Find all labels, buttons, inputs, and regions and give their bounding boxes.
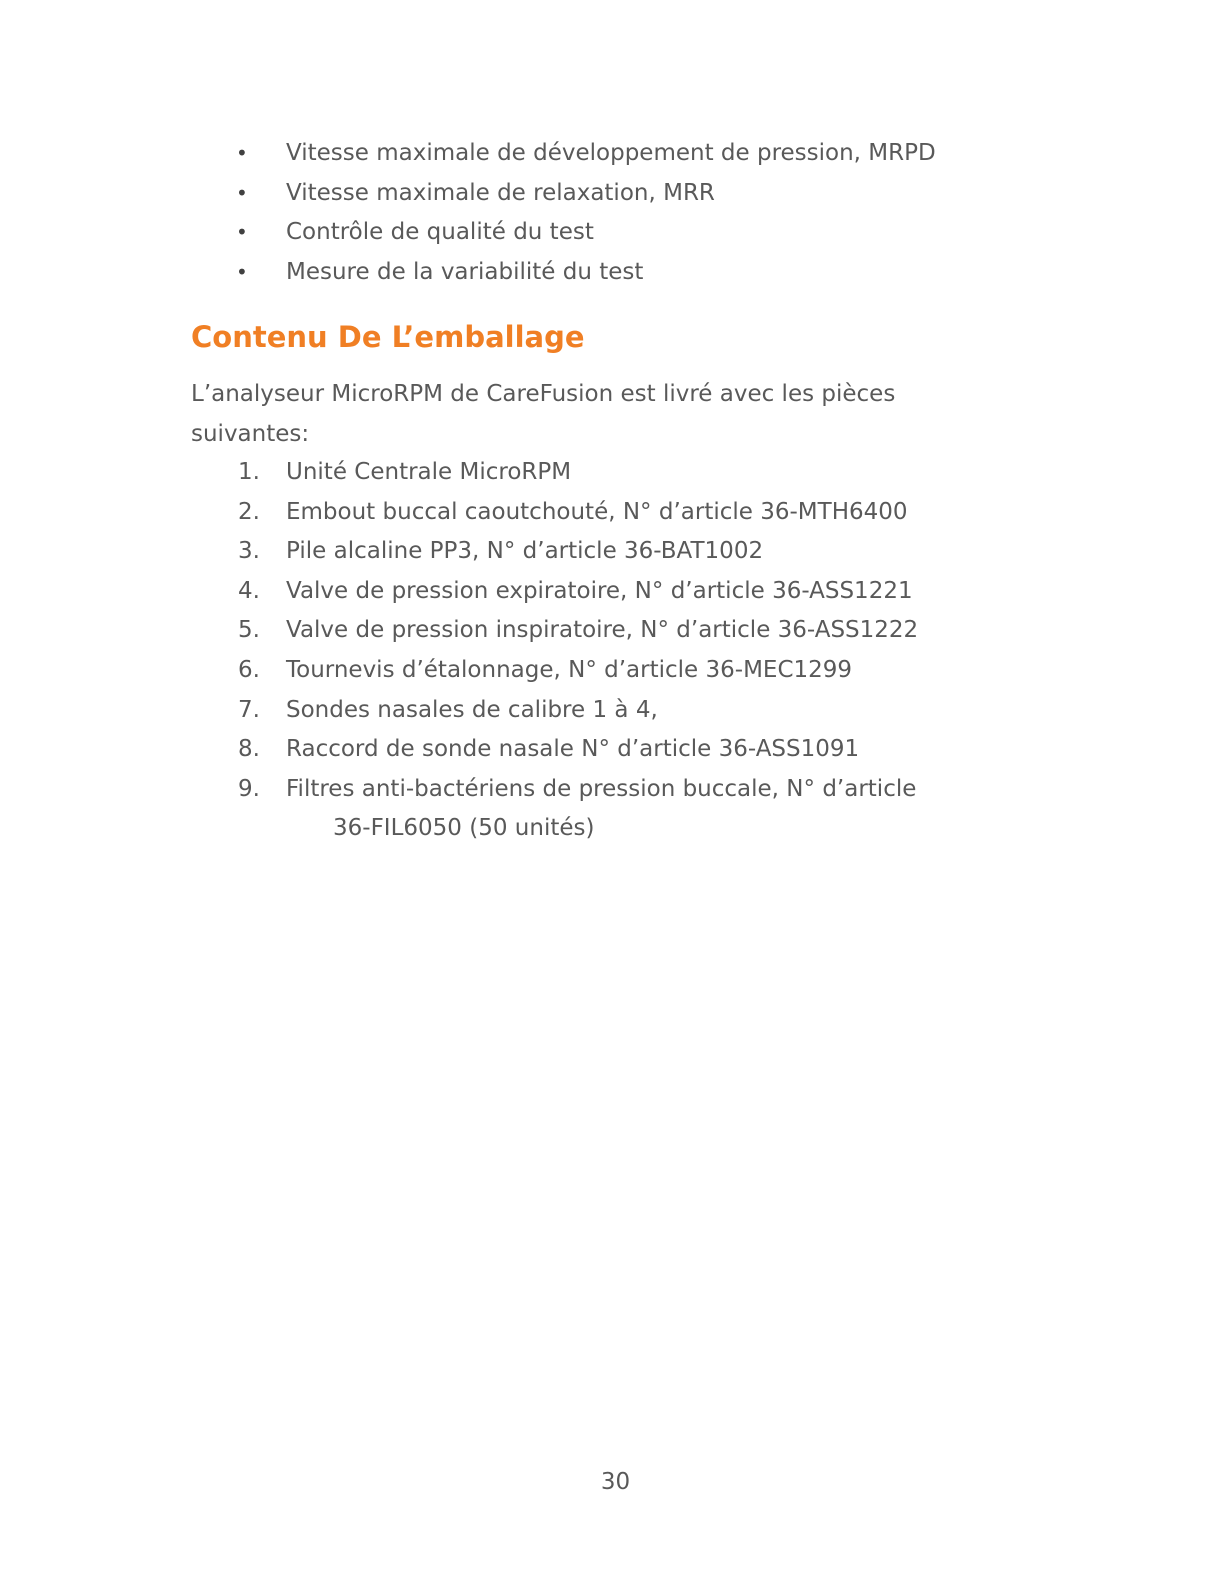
- list-item: [0, 572, 1219, 612]
- package-contents-list: [0, 453, 1219, 849]
- list-item: [0, 691, 1219, 731]
- item-text: Filtres anti-bactériens de pression buccale, N° d’article: [286, 775, 917, 802]
- list-item: [0, 532, 1219, 572]
- item-text: Tournevis d’étalonnage, N° d’article 36-MEC1299: [286, 656, 853, 683]
- list-item: [0, 453, 1219, 493]
- list-item: [0, 770, 1219, 849]
- item-number: 5.: [238, 617, 260, 644]
- bullet-text: Contrôle de qualité du test: [286, 219, 594, 245]
- item-number: 9.: [238, 775, 260, 802]
- item-text: Embout buccal caoutchouté, N° d’article 36-MTH6400: [286, 498, 908, 525]
- section-intro: L’analyseur MicroRPM de CareFusion est livré avec les pièces suivantes:: [191, 381, 896, 447]
- item-text-continuation: 36-FIL6050 (50 unités): [333, 815, 595, 842]
- item-text: Valve de pression inspiratoire, N° d’article 36-ASS1222: [286, 617, 919, 644]
- bullet-item: [0, 213, 1219, 253]
- bullet-symbol: •: [236, 141, 248, 165]
- item-number: 2.: [238, 498, 260, 525]
- item-number: 7.: [238, 696, 260, 723]
- bullet-symbol: •: [236, 259, 248, 284]
- bullet-text: Mesure de la variabilité du test: [286, 258, 644, 285]
- section-heading: Contenu De L’emballage: [191, 320, 585, 354]
- bullet-text: Vitesse maximale de développement de pression, MRPD: [286, 140, 936, 166]
- item-number: 1.: [238, 459, 260, 485]
- item-number: 8.: [238, 736, 260, 763]
- bullet-symbol: •: [236, 220, 248, 244]
- list-item: [0, 651, 1219, 691]
- item-text: Sondes nasales de calibre 1 à 4,: [286, 696, 658, 723]
- bullet-item: [0, 253, 1219, 293]
- bullet-symbol: •: [236, 180, 248, 205]
- item-text: Unité Centrale MicroRPM: [286, 459, 572, 485]
- item-number: 4.: [238, 577, 260, 604]
- item-number: 3.: [238, 538, 260, 565]
- page-number: 30: [600, 1469, 631, 1495]
- bullet-item: [0, 134, 1219, 174]
- feature-bullet-list: [0, 134, 1219, 292]
- list-item: [0, 611, 1219, 651]
- item-number: 6.: [238, 656, 260, 683]
- item-text: Raccord de sonde nasale N° d’article 36-ASS1091: [286, 736, 860, 763]
- bullet-text: Vitesse maximale de relaxation, MRR: [286, 179, 715, 206]
- list-item: [0, 493, 1219, 533]
- item-text: Pile alcaline PP3, N° d’article 36-BAT1002: [286, 538, 764, 565]
- list-item: [0, 730, 1219, 770]
- item-text: Valve de pression expiratoire, N° d’article 36-ASS1221: [286, 577, 913, 604]
- bullet-item: [0, 174, 1219, 214]
